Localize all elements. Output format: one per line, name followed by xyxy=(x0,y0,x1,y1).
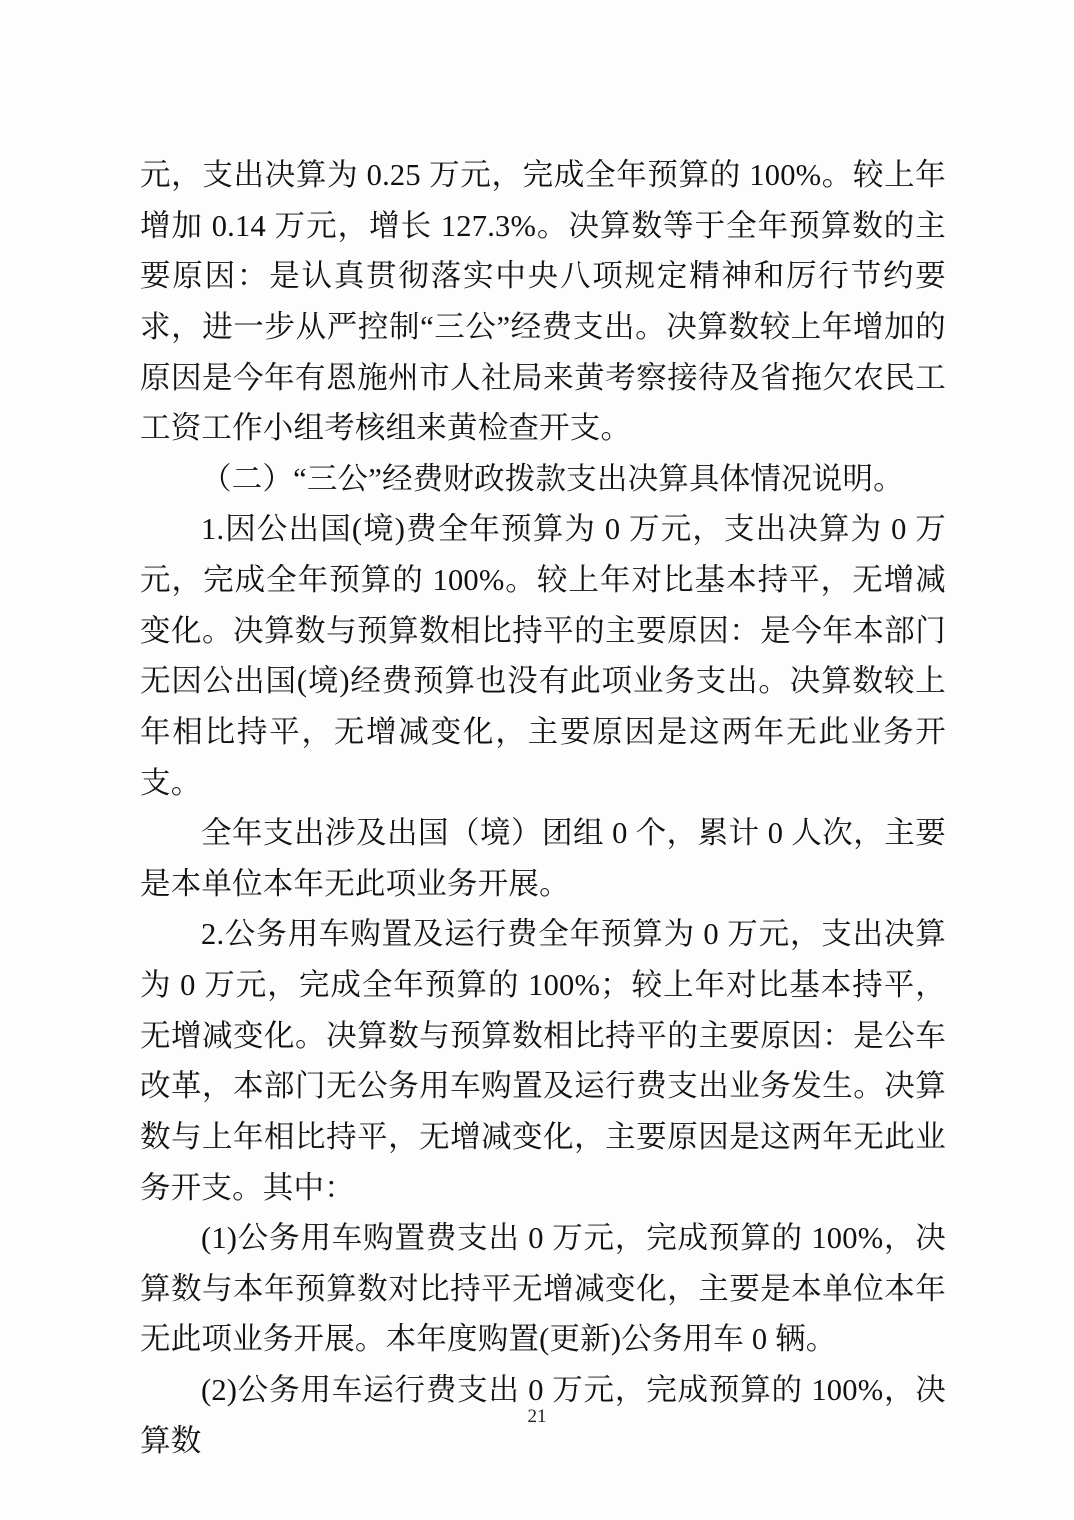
page-number: 21 xyxy=(527,1406,547,1427)
paragraph-7: (2)公务用车运行费支出 0 万元，完成预算的 100%，决算数 xyxy=(140,1373,946,1458)
document-body xyxy=(140,150,946,1466)
paragraph-2: （二）“三公”经费财政拨款支出决算具体情况说明。 xyxy=(201,461,904,496)
paragraph-5: 2.公务用车购置及运行费全年预算为 0 万元，支出决算为 0 万元，完成全年预算的 100%；较上年对比基本持平，无增减变化。决算数与预算数相比持平的主要原因：是公车改革，本部门无公务用车购置及运行费支出业务发生。决算数与上年相比持平，无增减变化，主要原因是这两年无此业务开支。其中： xyxy=(140,917,946,1205)
paragraph-3: 1.因公出国(境)费全年预算为 0 万元，支出决算为 0 万元，完成全年预算的 100%。较上年对比基本持平，无增减变化。决算数与预算数相比持平的主要原因：是今年本部门无因公出国(境)经费预算也没有此项业务支出。决算数较上年相比持平，无增减变化，主要原因是这两年无此业务开支。 xyxy=(140,512,946,800)
paragraph-6: (1)公务用车购置费支出 0 万元，完成预算的 100%，决算数与本年预算数对比持平无增减变化，主要是本单位本年无此项业务开展。本年度购置(更新)公务用车 0 辆。 xyxy=(140,1221,946,1357)
paragraph-4: 全年支出涉及出国（境）团组 0 个，累计 0 人次，主要是本单位本年无此项业务开展。 xyxy=(140,816,946,901)
paragraph-1: 元，支出决算为 0.25 万元，完成全年预算的 100%。较上年增加 0.14 万元，增长 127.3%。决算数等于全年预算数的主要原因：是认真贯彻落实中央八项规定精神和厉行节约要求，进一步从严控制“三公”经费支出。决算数较上年增加的原因是今年有恩施州市人社局来黄考察接待及省拖欠农民工工资工作小组考核组来黄检查开支。 xyxy=(140,158,946,446)
